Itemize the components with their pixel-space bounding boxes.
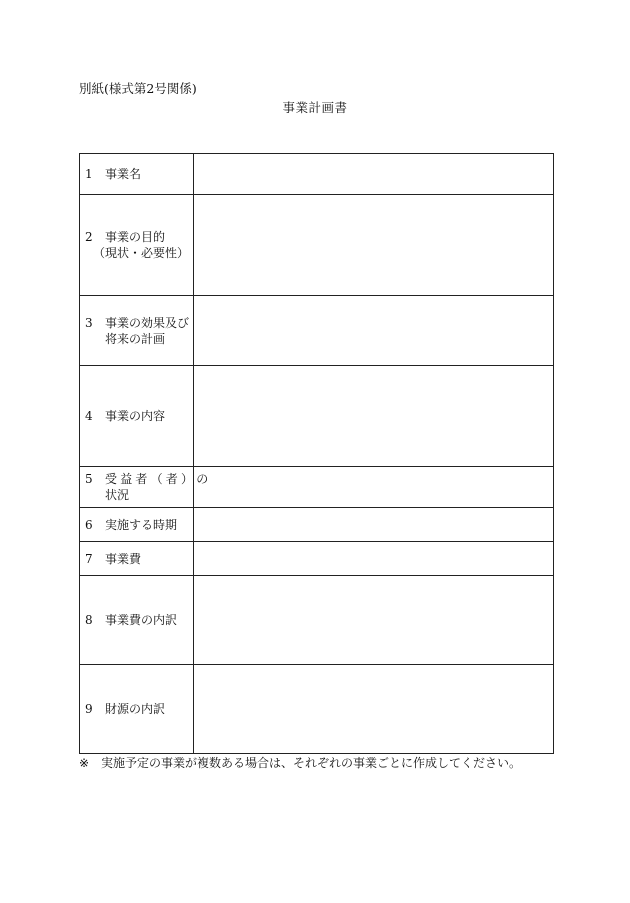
row-number: 3 bbox=[85, 315, 93, 330]
row-label-line1: 事業名 bbox=[105, 167, 142, 181]
row-label-line1: 受益者（者）の bbox=[105, 472, 212, 486]
row-number: 5 bbox=[85, 472, 93, 486]
row-value-cell-period[interactable] bbox=[194, 508, 554, 542]
row-label-line2: 将来の計画 bbox=[105, 331, 166, 346]
row-number: 7 bbox=[85, 551, 93, 566]
table-row bbox=[80, 366, 554, 467]
row-label-line2: 状況 bbox=[105, 488, 130, 502]
row-number: 6 bbox=[85, 517, 93, 532]
row-value-cell-funding-breakdown[interactable] bbox=[194, 665, 554, 754]
business-plan-table bbox=[79, 153, 554, 754]
row-value-cell-effects-plan[interactable] bbox=[194, 296, 554, 366]
table-row bbox=[80, 154, 554, 195]
footnote bbox=[79, 754, 521, 771]
table-row bbox=[80, 576, 554, 665]
row-value-cell-beneficiaries[interactable] bbox=[194, 467, 554, 508]
row-number: 1 bbox=[85, 167, 93, 181]
row-value-cell-cost-breakdown[interactable] bbox=[194, 576, 554, 665]
row-label-cell bbox=[80, 154, 194, 195]
row-label-cell bbox=[80, 366, 194, 467]
row-label-line1: 事業の内容 bbox=[105, 409, 166, 423]
row-label-line1: 実施する時期 bbox=[105, 517, 178, 532]
row-number: 2 bbox=[85, 230, 93, 244]
document-title-text: 事業計画書 bbox=[282, 100, 348, 115]
row-label-line1: 事業の効果及び bbox=[105, 315, 190, 330]
row-number: 4 bbox=[85, 409, 93, 423]
row-label-line1: 財源の内訳 bbox=[105, 702, 166, 716]
row-label bbox=[80, 166, 193, 182]
row-label-cell bbox=[80, 576, 194, 665]
row-label bbox=[80, 471, 212, 503]
row-label bbox=[80, 517, 193, 533]
document-title bbox=[0, 98, 630, 116]
table-row bbox=[80, 542, 554, 576]
row-label-cell bbox=[80, 467, 212, 508]
row-number: 8 bbox=[85, 613, 93, 627]
row-label-line2: （現状・必要性） bbox=[93, 246, 190, 260]
footnote-mark: ※ bbox=[79, 756, 90, 770]
form-reference: 別紙(様式第2号関係) bbox=[79, 81, 197, 96]
row-value-cell-purpose[interactable] bbox=[194, 195, 554, 296]
row-label-cell bbox=[80, 195, 194, 296]
row-label-cell bbox=[80, 665, 194, 754]
row-label bbox=[80, 551, 193, 567]
table-row bbox=[80, 195, 554, 296]
table-row bbox=[80, 467, 554, 508]
footnote-text: 実施予定の事業が複数ある場合は、それぞれの事業ごとに作成してください。 bbox=[101, 756, 522, 770]
row-label bbox=[80, 229, 193, 261]
row-label-line1: 事業費 bbox=[105, 551, 142, 566]
table-row bbox=[80, 296, 554, 366]
row-value-cell-contents[interactable] bbox=[194, 366, 554, 467]
row-label-line1: 事業費の内訳 bbox=[105, 613, 178, 627]
table-row bbox=[80, 665, 554, 754]
row-label bbox=[80, 408, 193, 424]
row-label-cell bbox=[80, 508, 194, 542]
row-label bbox=[80, 612, 193, 628]
row-label-line1: 事業の目的 bbox=[105, 230, 166, 244]
table-row bbox=[80, 508, 554, 542]
row-label-cell bbox=[80, 542, 194, 576]
row-label bbox=[80, 315, 193, 347]
row-label-cell bbox=[80, 296, 194, 366]
row-value-cell-business-name[interactable] bbox=[194, 154, 554, 195]
row-label bbox=[80, 701, 193, 717]
row-value-cell-cost[interactable] bbox=[194, 542, 554, 576]
row-number: 9 bbox=[85, 702, 93, 716]
